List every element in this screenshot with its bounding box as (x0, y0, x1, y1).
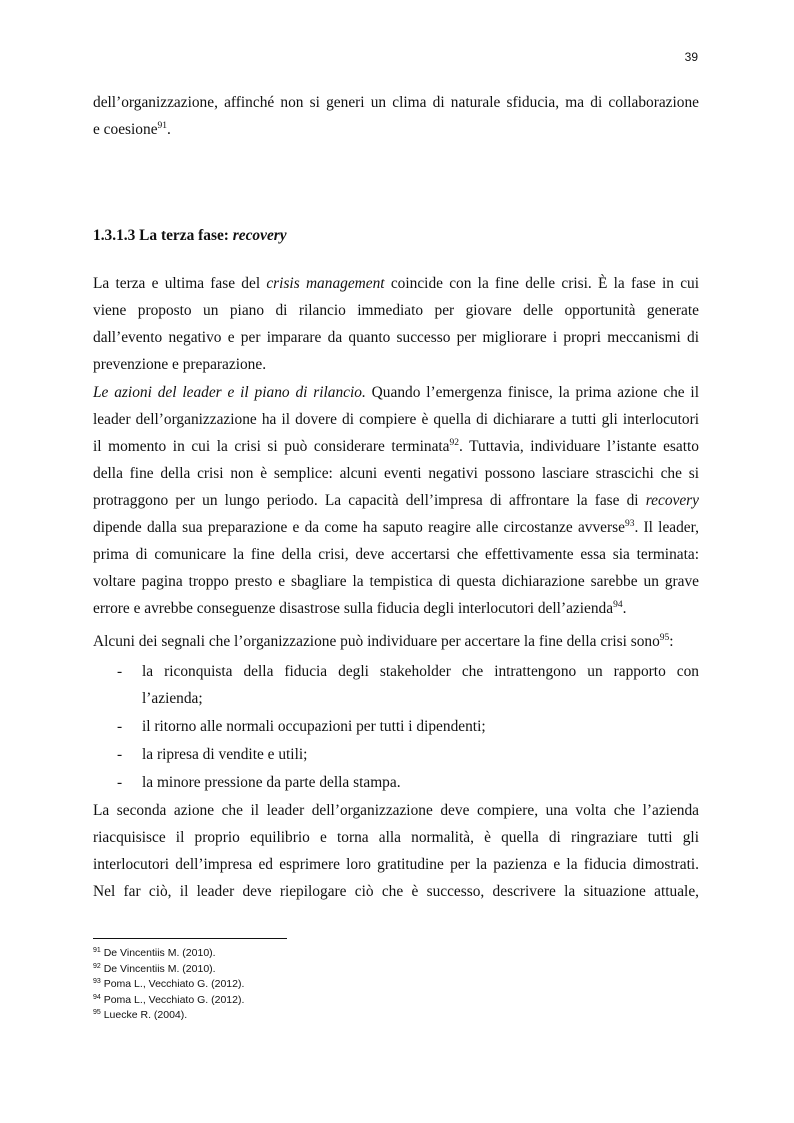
footnote: $^{94}$ Poma L., Vecchiato G. (2012). (93, 993, 245, 1006)
text-line: leader dell’organizzazione ha il dovere di compiere è quella di dichiarare a tutti gli interlocutori (93, 411, 699, 428)
text-line: viene proposto un piano di rilancio immediato per giovare delle opportunità generate (93, 302, 699, 319)
text-line: errore e avrebbe conseguenze disastrose sulla fiducia degli interlocutori dell’azienda$^{94}$. (93, 600, 627, 617)
text-line: prevenzione e preparazione. (93, 356, 267, 373)
text-line: la riconquista della fiducia degli stakeholder che intrattengono un rapporto con (142, 663, 699, 680)
paragraph-second-action (93, 797, 699, 905)
footnote-ref: 92 (449, 438, 460, 448)
page-number: 39 (684, 50, 698, 64)
text-line: dall’evento negativo e per imparare da quanto successo per migliorare i propri meccanismi di (93, 329, 699, 346)
footnote-ref: 95 (659, 633, 670, 643)
text-line: interlocutori dell’impresa ed esprimere loro gratitudine per la pazienza e la fiducia dimostrati. (93, 856, 699, 873)
paragraph-recovery-intro (93, 270, 699, 378)
text-line: dell’organizzazione, affinché non si generi un clima di naturale sfiducia, ma di collaborazione (93, 94, 699, 111)
list-dash: - (117, 746, 123, 763)
text-line: l’azienda; (142, 690, 203, 707)
text-line: della fine della crisi non è semplice: alcuni eventi negativi possono lasciare strascichi che si (93, 465, 699, 482)
text-line: il ritorno alle normali occupazioni per tutti i dipendenti; (142, 718, 486, 735)
list-item (93, 741, 699, 768)
footnote-ref: 94 (613, 600, 623, 610)
footnote: $^{91}$ De Vincentiis M. (2010). (93, 947, 216, 959)
text-line: la minore pressione da parte della stampa. (142, 774, 401, 791)
text-line: La terza e ultima fase del crisis management coincide con la fine delle crisi. È la fase in cui (93, 275, 700, 292)
text-line: prima di comunicare la fine della crisi, deve accertarsi che effettivamente essa sia terminata: (93, 546, 699, 563)
footnote-ref: 93 (624, 519, 635, 529)
list-dash: - (117, 774, 123, 791)
text-line: La seconda azione che il leader dell’organizzazione deve compiere, una volta che l’azienda (93, 802, 699, 819)
list-item (93, 658, 699, 712)
text-line: Le azioni del leader e il piano di rilancio. Quando l’emergenza finisce, la prima azione che il (93, 384, 699, 401)
paragraph-leader-actions (93, 379, 699, 622)
text-line: e coesione$^{91}$. (93, 121, 171, 138)
paragraph-signals (93, 628, 699, 655)
footnotes (93, 946, 244, 1024)
footnote: $^{93}$ Poma L., Vecchiato G. (2012). (93, 978, 245, 990)
paragraph-intro (93, 89, 699, 143)
list-item (93, 769, 699, 796)
list-dash: - (117, 718, 123, 735)
list-dash: - (117, 663, 123, 680)
text-line: il momento in cui la crisi si può considerare terminata$^{92}$. Tuttavia, individuare l’istante esatto (93, 438, 699, 455)
text-line: Alcuni dei segnali che l’organizzazione può individuare per accertare la fine della crisi sono$^{95}$: (93, 633, 674, 650)
text-line: riacquisisce il proprio equilibrio e torna alla normalità, è quella di ringraziare tutti gli (93, 829, 699, 846)
footnote: $^{92}$ De Vincentiis M. (2010). (93, 962, 216, 975)
text-line: la ripresa di vendite e utili; (142, 746, 308, 763)
list-item (93, 713, 699, 740)
section-heading: 1.3.1.3 La terza fase: recovery (93, 227, 287, 244)
footnote: $^{95}$ Luecke R. (2004). (93, 1009, 188, 1021)
text-line: dipende dalla sua preparazione e da come ha saputo reagire alle circostanze avverse$^{93}$. Il leader, (93, 519, 699, 536)
text-line: Nel far ciò, il leader deve riepilogare ciò che è successo, descrivere la situazione attuale, (93, 883, 699, 900)
text-line: protraggono per un lungo periodo. La capacità dell’impresa di affrontare la fase di recovery (93, 492, 699, 509)
footnote-ref: 91 (157, 121, 168, 131)
text-line: voltare pagina troppo presto e sbagliare la tempistica di questa dichiarazione sarebbe un grave (93, 573, 699, 590)
footnote-separator (93, 938, 287, 939)
